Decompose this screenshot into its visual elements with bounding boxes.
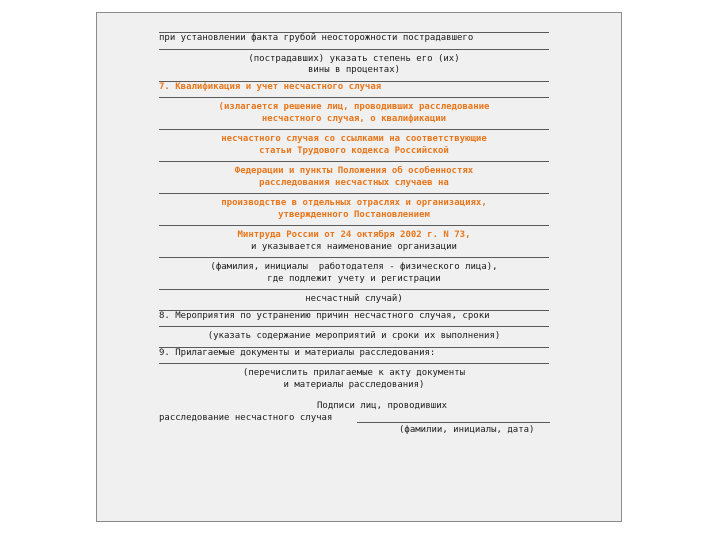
signatures-heading: Подписи лиц, проводивших <box>317 401 448 411</box>
caption-line: (пострадавших) указать степень его (их) <box>248 53 460 64</box>
caption-line: Федерации и пункты Положения об особенностях <box>234 166 474 176</box>
caption-line: вины в процентах) <box>307 65 401 75</box>
signature-row <box>159 413 549 425</box>
document-frame <box>96 12 622 522</box>
signature-caption: (фамилии, инициалы, дата) <box>399 424 535 435</box>
caption-line: (фамилия, инициалы работодателя - физического лица), <box>210 262 498 272</box>
caption-line: и указывается наименование организации <box>251 241 457 252</box>
section-7-heading: 7. Квалификация и учет несчастного случая <box>159 81 382 92</box>
document-body <box>159 32 549 436</box>
caption-line: где подлежит учету и регистрации <box>267 273 441 284</box>
caption-line: (перечислить прилагаемые к акту документы <box>242 368 466 378</box>
caption-line: утвержденного Постановлением <box>278 209 430 220</box>
caption-line: статьи Трудового кодекса Российской <box>259 145 449 156</box>
section-8-heading: 8. Мероприятия по устранению причин несчастного случая, сроки <box>159 310 490 321</box>
signature-line <box>357 422 550 423</box>
caption-line: несчастный случай) <box>305 294 403 304</box>
section-9-heading: 9. Прилагаемые документы и материалы расследования: <box>159 347 436 358</box>
caption-line: производстве в отдельных отраслях и организациях, <box>221 198 487 208</box>
caption-line: (излагается решение лиц, проводивших расследование <box>218 102 490 112</box>
caption-line: Минтруда России от 24 октября 2002 г. N 73, <box>237 230 471 240</box>
caption-line: (указать содержание мероприятий и сроки их выполнения) <box>207 331 501 341</box>
caption-line: и материалы расследования) <box>283 379 425 390</box>
caption-line: несчастного случая со ссылками на соответствующие <box>221 134 487 144</box>
text-line: при установлении факта грубой неосторожности пострадавшего <box>159 33 474 43</box>
caption-line: несчастного случая, о квалификации <box>261 113 447 124</box>
caption-line: расследования несчастных случаев на <box>259 177 449 188</box>
signatures-label: расследование несчастного случая <box>159 412 333 423</box>
